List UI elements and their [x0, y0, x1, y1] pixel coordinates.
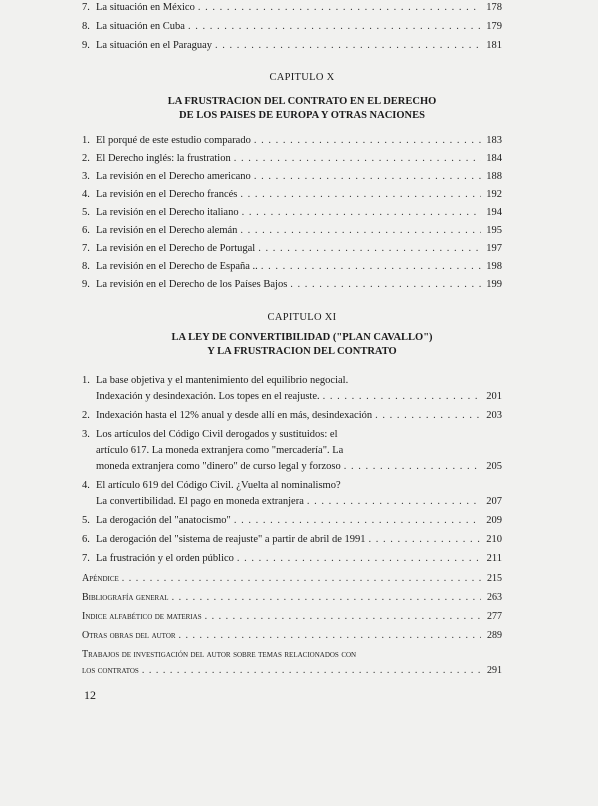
entry-title: Indice alfabético de materias [82, 611, 202, 622]
list-item [82, 38, 502, 54]
leader-dots [369, 532, 481, 548]
entry-title: La frustración y el orden público [96, 553, 234, 564]
list-item [82, 427, 502, 475]
list-item [82, 628, 502, 644]
entry-title: El artículo 619 del Código Civil. ¿Vuelta al nominalismo? [96, 480, 341, 491]
leader-dots [215, 38, 481, 54]
leader-dots [172, 590, 481, 606]
entry-page: 209 [486, 515, 502, 526]
entry-page: 207 [486, 496, 502, 507]
top-entries [82, 0, 502, 54]
entry-page: 195 [486, 225, 502, 236]
entry-number: 6. [82, 534, 90, 545]
leader-dots [258, 241, 481, 257]
entry-title: Apéndice [82, 573, 119, 584]
entry-number: 2. [82, 410, 90, 421]
leader-dots [261, 259, 481, 275]
entry-page: 183 [486, 135, 502, 146]
leader-dots [323, 389, 481, 405]
entry-number: 7. [82, 2, 90, 13]
entry-title: El porqué de este estudio comparado [96, 135, 251, 146]
entry-title: Los artículos del Código Civil derogados y sustituidos: el [96, 429, 338, 440]
list-item [82, 277, 502, 293]
entry-page: 205 [486, 461, 502, 472]
leader-dots [375, 408, 481, 424]
chapter-x-entries [82, 133, 502, 293]
leader-dots [307, 494, 481, 510]
leader-dots [234, 513, 481, 529]
list-item [82, 19, 502, 35]
entry-title: La derogación del "sistema de reajuste" a partir de abril de 1991 [96, 534, 366, 545]
entry-number: 4. [82, 189, 90, 200]
list-item [82, 478, 502, 510]
entry-title: La revisión en el Derecho de España .. [96, 261, 258, 272]
back-matter [82, 571, 502, 679]
list-item [82, 513, 502, 529]
chapter-xi-entries [82, 373, 502, 567]
leader-dots [234, 151, 481, 167]
entry-page: 178 [486, 2, 502, 13]
chapter-title [82, 331, 522, 359]
entry-title: moneda extranjera como "dinero" de curso legal y forzoso [96, 461, 341, 472]
entry-title: La situación en Cuba [96, 21, 185, 32]
leader-dots [205, 609, 481, 625]
entry-title: La derogación del "anatocismo" [96, 515, 231, 526]
list-item [82, 259, 502, 275]
entry-title: La situación en México [96, 2, 195, 13]
entry-page: 201 [486, 391, 502, 402]
leader-dots [290, 277, 481, 293]
entry-title: Indexación hasta el 12% anual y desde allí en más, desindexación [96, 410, 373, 421]
entry-number: 7. [82, 553, 90, 564]
list-item [82, 408, 502, 424]
leader-dots [198, 0, 481, 16]
entry-number: 4. [82, 480, 90, 491]
leader-dots [344, 459, 481, 475]
leader-dots [254, 169, 481, 185]
entry-title: La situación en el Paraguay [96, 40, 213, 51]
list-item [82, 590, 502, 606]
list-item [82, 571, 502, 587]
entry-number: 1. [82, 135, 90, 146]
entry-page: 211 [486, 553, 502, 564]
leader-dots [240, 187, 481, 203]
entry-title: El Derecho inglés: la frustration [96, 153, 231, 164]
leader-dots [237, 551, 481, 567]
chapter-title [82, 95, 522, 123]
entry-page: 289 [487, 630, 502, 641]
leader-dots [254, 133, 481, 149]
entry-title: La revisión en el Derecho alemán [96, 225, 238, 236]
entry-title: Otras obras del autor [82, 630, 176, 641]
list-item [82, 0, 502, 16]
entry-number: 9. [82, 40, 90, 51]
entry-title: Indexación y desindexación. Los topes en el reajuste. [96, 391, 320, 402]
list-item [82, 205, 502, 221]
entry-page: 277 [487, 611, 502, 622]
entry-page: 203 [486, 410, 502, 421]
leader-dots [188, 19, 481, 35]
entry-number: 6. [82, 225, 90, 236]
list-item [82, 373, 502, 405]
entry-number: 3. [82, 171, 90, 182]
chapter-label: CAPITULO XI [267, 312, 337, 323]
entry-title: artículo 617. La moneda extranjera como "mercadería". La [96, 445, 344, 456]
list-item [82, 133, 502, 149]
entry-title: los contratos [82, 665, 139, 676]
list-item [82, 241, 502, 257]
leader-dots [242, 205, 481, 221]
entry-page: 181 [486, 40, 502, 51]
entry-page: 210 [486, 534, 502, 545]
entry-title: Trabajos de investigación del autor sobre temas relacionados con [82, 649, 357, 660]
entry-page: 188 [486, 171, 502, 182]
entry-page: 199 [486, 279, 502, 290]
entry-page: 194 [486, 207, 502, 218]
list-item [82, 532, 502, 548]
page-number: 12 [84, 688, 96, 702]
entry-number: 8. [82, 261, 90, 272]
entry-title: La revisión en el Derecho de los Países Bajos [96, 279, 288, 290]
entry-page: 184 [486, 153, 502, 164]
entry-title: La base objetiva y el mantenimiento del equilibrio negocial. [96, 375, 349, 386]
chapter-title-line: DE LOS PAISES DE EUROPA Y OTRAS NACIONES [179, 110, 425, 121]
entry-number: 5. [82, 207, 90, 218]
entry-number: 2. [82, 153, 90, 164]
leader-dots [179, 628, 481, 644]
entry-number: 3. [82, 429, 90, 440]
entry-page: 215 [487, 573, 502, 584]
entry-page: 197 [486, 243, 502, 254]
entry-number: 9. [82, 279, 90, 290]
entry-page: 291 [487, 665, 502, 676]
entry-title: La revisión en el Derecho americano [96, 171, 251, 182]
entry-number: 8. [82, 21, 90, 32]
chapter-title-line: LA LEY DE CONVERTIBILIDAD ("PLAN CAVALLO") [171, 332, 433, 343]
entry-page: 263 [487, 592, 502, 603]
list-item [82, 551, 502, 567]
list-item [82, 169, 502, 185]
leader-dots [142, 663, 481, 679]
chapter-title-line: Y LA FRUSTRACION DEL CONTRATO [207, 346, 397, 357]
entry-number: 5. [82, 515, 90, 526]
entry-page: 179 [486, 21, 502, 32]
list-item [82, 647, 502, 679]
entry-number: 1. [82, 375, 90, 386]
entry-title: La revisión en el Derecho de Portugal [96, 243, 256, 254]
entry-title: Bibliografía general [82, 592, 169, 603]
entry-page: 192 [486, 189, 502, 200]
list-item [82, 609, 502, 625]
entry-number: 7. [82, 243, 90, 254]
entry-title: La convertibilidad. El pago en moneda extranjera [96, 496, 304, 507]
chapter-title-line: LA FRUSTRACION DEL CONTRATO EN EL DERECHO [167, 96, 437, 107]
list-item [82, 223, 502, 239]
leader-dots [122, 571, 481, 587]
list-item [82, 187, 502, 203]
entry-page: 198 [486, 261, 502, 272]
entry-title: La revisión en el Derecho italiano [96, 207, 239, 218]
chapter-label: CAPITULO X [269, 72, 335, 83]
entry-title: La revisión en el Derecho francés [96, 189, 238, 200]
list-item [82, 151, 502, 167]
leader-dots [240, 223, 481, 239]
